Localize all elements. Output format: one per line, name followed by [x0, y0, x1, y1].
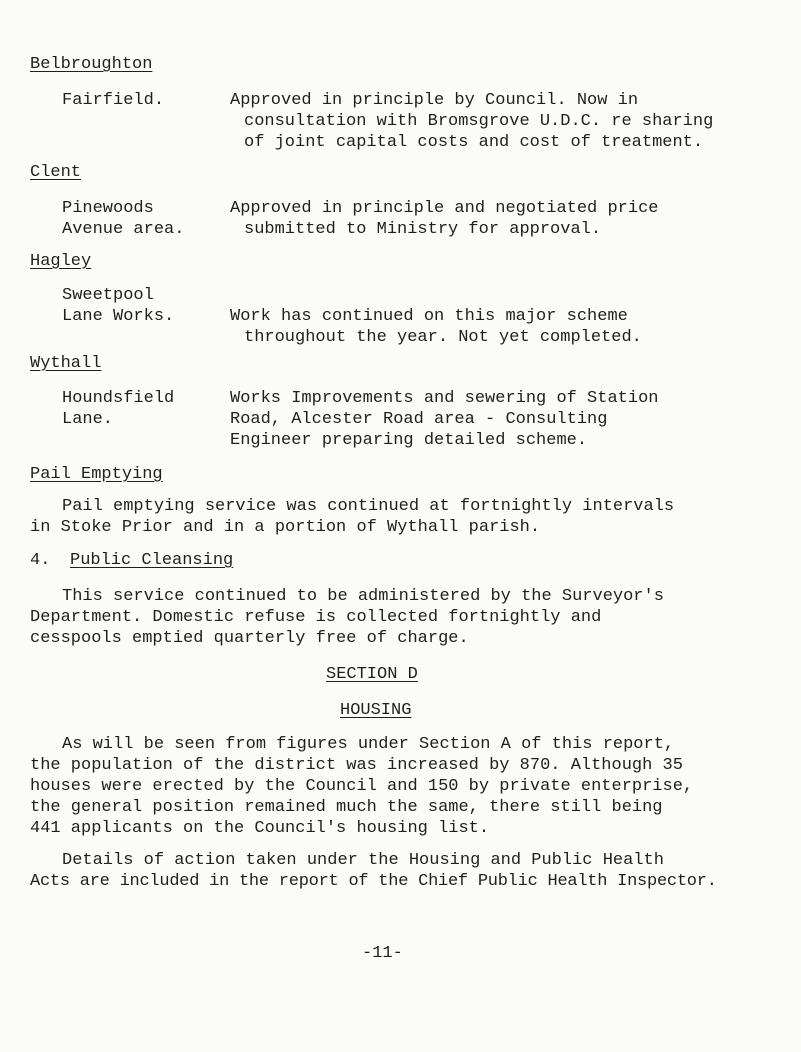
parish-heading-wythall: Wythall [30, 354, 102, 373]
entry-text-line: Approved in principle by Council. Now in [230, 91, 639, 110]
pail-emptying-heading: Pail Emptying [30, 465, 163, 484]
entry-text-line: submitted to Ministry for approval. [244, 220, 602, 239]
place-line: Pinewoods [62, 199, 154, 218]
parish-heading-belbroughton: Belbroughton [30, 55, 153, 74]
housing-text-line: the population of the district was increased by 870. Although 35 [30, 756, 683, 775]
parish-heading-hagley: Hagley [30, 252, 92, 271]
housing-text-line: houses were erected by the Council and 150 by private enterprise, [30, 777, 694, 796]
housing-text-line: the general position remained much the same, there still being [30, 798, 663, 817]
place-line: Houndsfield [62, 389, 175, 408]
entry-text-line: consultation with Bromsgrove U.D.C. re sharing [244, 112, 714, 131]
place-fairfield: Fairfield. [62, 91, 165, 110]
entry-text-line: Road, Alcester Road area - Consulting [230, 410, 608, 429]
cleansing-text-line: cesspools emptied quarterly free of charge. [30, 629, 469, 648]
section-title: SECTION D [326, 665, 418, 684]
place-line: Lane Works. [62, 307, 175, 326]
housing-text-line: Details of action taken under the Housing and Public Health [62, 851, 664, 870]
place-line: Avenue area. [62, 220, 185, 239]
public-cleansing-heading: Public Cleansing [70, 551, 234, 570]
housing-text-line: 441 applicants on the Council's housing list. [30, 819, 490, 838]
page-number: -11- [362, 944, 403, 963]
entry-text-line: throughout the year. Not yet completed. [244, 328, 642, 347]
pail-text-line: in Stoke Prior and in a portion of Wythall parish. [30, 518, 541, 537]
housing-text-line: As will be seen from figures under Section A of this report, [62, 735, 675, 754]
entry-text-line: Work has continued on this major scheme [230, 307, 628, 326]
entry-text-line: Engineer preparing detailed scheme. [230, 431, 588, 450]
entry-text-line: of joint capital costs and cost of treatment. [244, 133, 704, 152]
housing-text-line: Acts are included in the report of the Chief Public Health Inspector. [30, 872, 717, 891]
place-line: Sweetpool [62, 286, 154, 305]
pail-text-line: Pail emptying service was continued at fortnightly intervals [62, 497, 675, 516]
entry-text-line: Works Improvements and sewering of Station [230, 389, 659, 408]
cleansing-text-line: Department. Domestic refuse is collected fortnightly and [30, 608, 602, 627]
place-line: Lane. [62, 410, 114, 429]
entry-text-line: Approved in principle and negotiated price [230, 199, 659, 218]
section-number: 4. [30, 551, 51, 570]
parish-heading-clent: Clent [30, 163, 82, 182]
cleansing-text-line: This service continued to be administered by the Surveyor's [62, 587, 664, 606]
section-subtitle: HOUSING [340, 701, 412, 720]
